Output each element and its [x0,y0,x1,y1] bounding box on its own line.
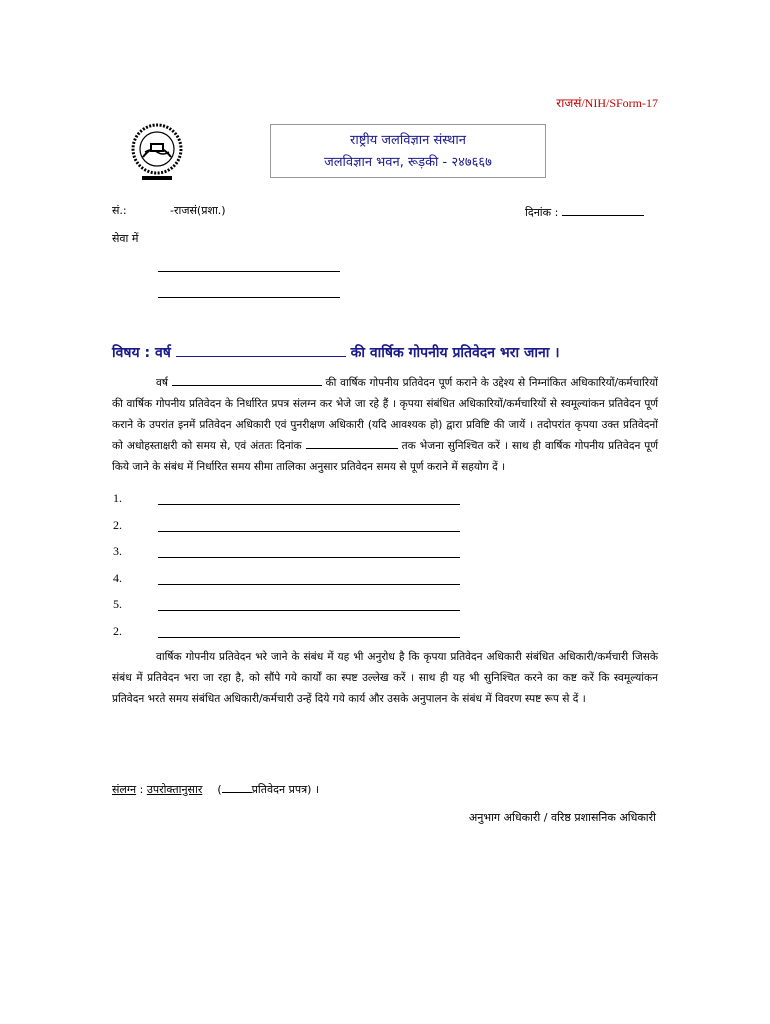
form-code: राजसं/NIH/SForm-17 [556,96,658,110]
subject-line [112,342,560,362]
subject-year-blank[interactable] [176,342,346,357]
enclosure-line [112,780,319,797]
institute-address: जलविज्ञान भवन, रूड़की - २४७६६७ [324,155,492,170]
signatory: अनुभाग अधिकारी / वरिष्ठ प्रशासनिक अधिकारी [468,811,656,824]
list-number: 5. [113,597,122,611]
p1-text-b: तक भेजना सुनिश्चित करें । साथ ही वार्षिक गोपनीय प्रतिवेदन पूर्ण किये जाने के संबंध में निर्धारित समय सीमा तालिका अनुसार प्रतिवेदन समय से पूर्ण कराने में सहयोग दें । [112,440,658,473]
list-line[interactable] [158,557,460,558]
body-paragraph-1 [112,373,658,478]
nih-emblem-icon [126,121,188,183]
nih-logo [126,121,188,183]
list-number: 4. [113,571,122,585]
p1-start: वर्ष [156,377,169,389]
date-field [525,203,644,220]
enclosure-label: संलग्न [112,783,137,796]
ref-label: सं.: [112,204,127,217]
subject-prefix: विषय : वर्ष [112,345,171,361]
ref-value: -राजसं(प्रशा.) [170,204,226,217]
enclosure-note: प्रतिवेदन प्रपत्र) । [251,783,320,796]
enclosure-count-blank[interactable] [222,780,252,793]
address-line-2[interactable] [158,297,340,298]
list-number: 2. [113,624,122,638]
p1-year-blank[interactable] [172,373,322,386]
date-label: दिनांक : [525,206,559,219]
list-number: 1. [113,491,122,505]
institute-header-box [270,124,546,178]
subject-suffix: की वार्षिक गोपनीय प्रतिवेदन भरा जाना । [350,345,560,361]
enclosure-open: ( [217,783,222,796]
institute-name: राष्ट्रीय जलविज्ञान संस्थान [350,133,466,148]
date-blank[interactable] [562,203,644,216]
list-line[interactable] [158,637,460,638]
address-line-1[interactable] [158,271,340,272]
body-paragraph-2 [112,647,658,710]
list-line[interactable] [158,610,460,611]
p1-date-blank[interactable] [306,436,398,449]
list-number: 2. [113,518,122,532]
list-number: 3. [113,544,122,558]
list-line[interactable] [158,531,460,532]
enclosure-colon: : [139,783,144,796]
list-line[interactable] [158,504,460,505]
list-line[interactable] [158,584,460,585]
p2-text: वार्षिक गोपनीय प्रतिवेदन भरे जाने के संबंध में यह भी अनुरोध है कि कृपया प्रतिवेदन अधिकारी संबंधित अधिकारी/कर्मचारी जिसके संबंध में प्रतिवेदन भरा जा रहा है, को सौंपे गये कार्यों का स्पष्ट उल्लेख करें । साथ ही यह भी सुनिश्चित करने का कष्ट करें कि स्वमूल्यांकन प्रतिवेदन भरते समय संबंधित अधिकारी/कर्मचारी उन्हें दिये गये कार्य और उसके अनुपालन के संबंध में विवरण स्पष्ट रूप से दें । [112,651,658,705]
to-label: सेवा में [112,232,139,245]
enclosure-value: उपरोक्तानुसार [146,783,203,796]
p1-text-a: की वार्षिक गोपनीय प्रतिवेदन पूर्ण कराने के उद्देश्य से निम्नांकित अधिकारियों/कर्मचारियों की वार्षिक गोपनीय प्रतिवेदन के निर्धारित प्रपत्र संलग्न कर भेजे जा रहे हैं । कृपया संबंधित अधिकारियों/कर्मचारियों से स्वमूल्यांकन प्रतिवेदन पूर्ण कराने के उपरांत इनमें प्रतिवेदन अधिकारी एवं पुनरीक्षण अधिकारी (यदि आवश्यक हो) द्वारा प्रविष्टि की जायें । तदोपरांत कृपया उक्त प्रतिवेदनों को अधोहस्ताक्षरी को समय से, एवं अंततः दिनांक [112,377,658,452]
